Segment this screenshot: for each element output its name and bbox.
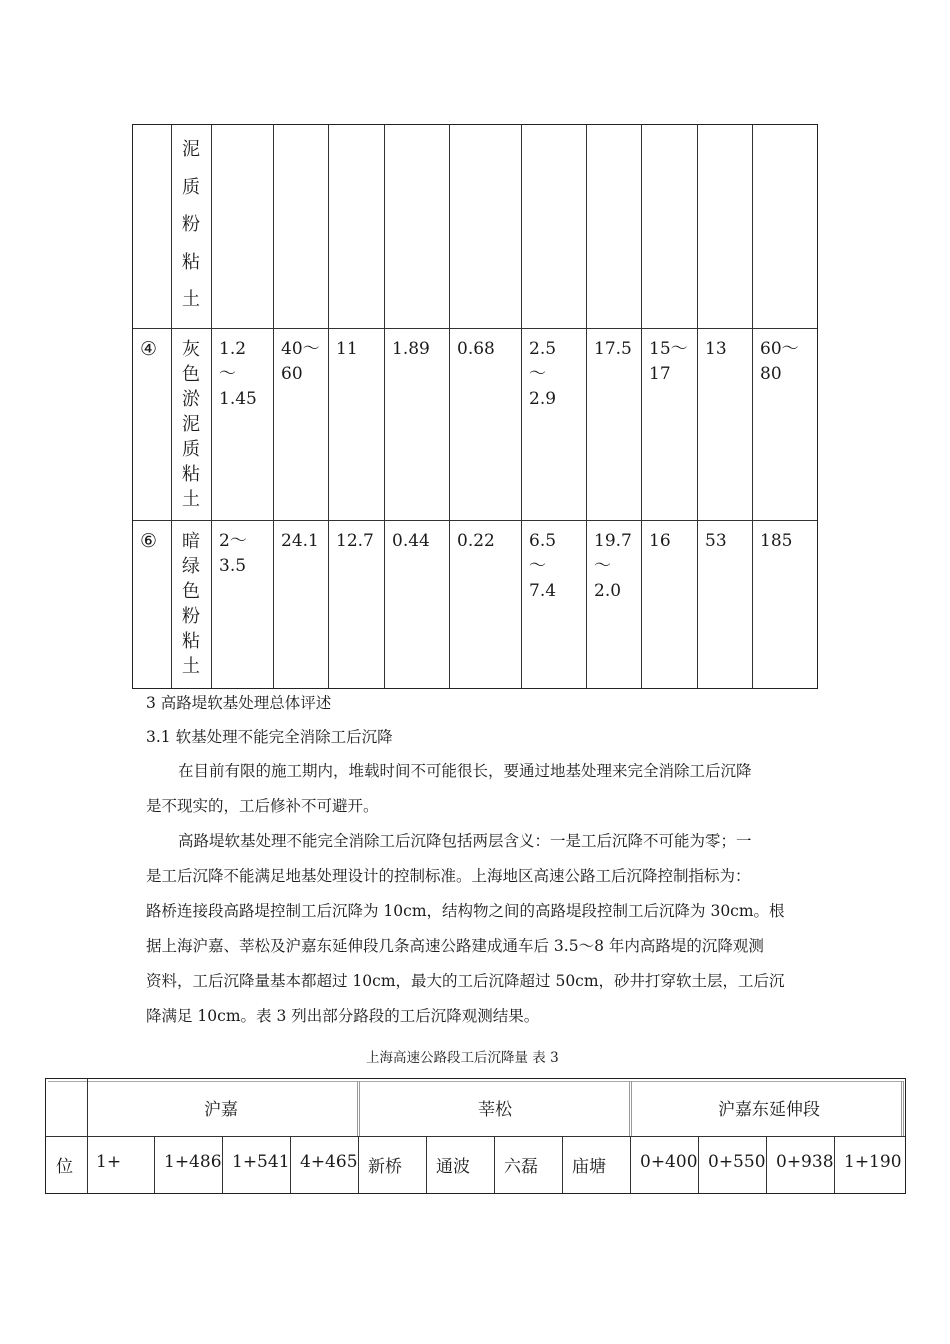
row-head: 位 xyxy=(56,1157,73,1177)
soil-row-4-no: ④ xyxy=(140,338,158,360)
soil-value-cell: 0.68 xyxy=(457,339,495,359)
soil-name-char: 质 xyxy=(182,439,200,460)
soil-name-char: 粉 xyxy=(182,606,200,627)
soil-value-cell: 19.7 ～ 2.0 xyxy=(594,531,632,601)
soil-row-4-name xyxy=(179,337,203,512)
soil-name-char: 泥 xyxy=(182,139,200,160)
soil-value-cell: 2.5 ～ 2.9 xyxy=(529,339,557,409)
soil-value-cell: 24.1 xyxy=(281,531,319,551)
soil-value-cell: 185 xyxy=(760,531,793,551)
paragraph-2-line-3: 路桥连接段高路堤控制工后沉降为 10cm，结构物之间的高路堤段控制工后沉降为 30cm。根 xyxy=(146,902,785,920)
settlement-cell: 0+938 xyxy=(776,1152,834,1172)
paragraph-2-line-2: 是工后沉降不能满足地基处理设计的控制标准。上海地区高速公路工后沉降控制指标为： xyxy=(146,867,751,885)
paragraph-2-line-4: 据上海沪嘉、莘松及沪嘉东延伸段几条高速公路建成通车后 3.5～8 年内高路堤的沉降观测 xyxy=(146,937,764,955)
soil-row-6-no: ⑥ xyxy=(140,530,158,552)
settlement-cell: 1+190 xyxy=(844,1152,902,1172)
settlement-cell: 0+550 xyxy=(708,1152,766,1172)
soil-value-cell: 12.7 xyxy=(336,531,374,551)
soil-properties-table xyxy=(132,124,818,689)
soil-value-cell: 1.2 ～ 1.45 xyxy=(219,339,257,409)
soil-name-char: 色 xyxy=(182,581,200,602)
soil-value-cell: 40～ 60 xyxy=(281,339,320,384)
settlement-table xyxy=(45,1078,906,1194)
soil-name-char: 灰 xyxy=(182,339,200,360)
soil-row-6-name xyxy=(179,529,203,679)
section-3-1-heading: 3.1 软基处理不能完全消除工后沉降 xyxy=(146,728,393,746)
soil-value-cell: 0.22 xyxy=(457,531,495,551)
section-3-heading: 3 高路堤软基处理总体评述 xyxy=(146,694,332,712)
soil-name-char: 土 xyxy=(182,489,200,510)
paragraph-2-line-5: 资料，工后沉降量基本都超过 10cm，最大的工后沉降超过 50cm，砂井打穿软土层，工后沉 xyxy=(146,972,785,990)
paragraph-1-line-2: 是不现实的，工后修补不可避开。 xyxy=(146,797,379,815)
soil-value-cell: 1.89 xyxy=(392,339,430,359)
settlement-cell: 通波 xyxy=(436,1157,470,1177)
soil-value-cell: 6.5 ～ 7.4 xyxy=(529,531,557,601)
soil-value-cell: 60～ 80 xyxy=(760,339,799,384)
soil-name-char: 泥 xyxy=(182,414,200,435)
group-hujia: 沪嘉 xyxy=(204,1100,238,1120)
soil-name-char: 粘 xyxy=(182,631,200,652)
group-xinsong: 莘松 xyxy=(478,1100,512,1120)
soil-value-cell: 15～ 17 xyxy=(649,339,688,384)
settlement-cell: 4+465 xyxy=(300,1152,358,1172)
settlement-cell: 1+486 xyxy=(164,1152,222,1172)
soil-value-cell: 17.5 xyxy=(594,339,632,359)
settlement-cell: 新桥 xyxy=(368,1157,402,1177)
soil-name-char: 粘 xyxy=(182,464,200,485)
table-3-caption: 上海高速公路段工后沉降量 表 3 xyxy=(366,1050,559,1066)
soil-value-cell: 0.44 xyxy=(392,531,430,551)
soil-value-cell: 13 xyxy=(705,339,727,359)
soil-name-char: 质 xyxy=(182,176,200,198)
settlement-cell: 1+ xyxy=(96,1152,122,1172)
soil-value-cell: 53 xyxy=(705,531,727,551)
settlement-cell: 庙塘 xyxy=(572,1157,606,1177)
soil-name-char: 暗 xyxy=(182,531,200,552)
group-hujia-east-extension: 沪嘉东延伸段 xyxy=(718,1100,820,1120)
paragraph-2-line-1: 高路堤软基处理不能完全消除工后沉降包括两层含义：一是工后沉降不可能为零；一 xyxy=(178,832,752,850)
settlement-cell: 1+541 xyxy=(232,1152,290,1172)
soil-name-char: 粉 xyxy=(182,214,200,235)
continued-soil-name xyxy=(179,131,203,319)
soil-name-char: 色 xyxy=(182,364,200,385)
settlement-cell: 0+400 xyxy=(640,1152,698,1172)
soil-value-cell: 16 xyxy=(649,531,671,551)
soil-value-cell: 2～ 3.5 xyxy=(219,531,247,576)
soil-value-cell: 11 xyxy=(336,339,358,359)
soil-name-char: 粘 xyxy=(182,251,200,273)
soil-name-char: 淤 xyxy=(182,389,200,410)
soil-name-char: 土 xyxy=(182,289,200,310)
soil-name-char: 土 xyxy=(182,656,200,677)
paragraph-2-line-6: 降满足 10cm。表 3 列出部分路段的工后沉降观测结果。 xyxy=(146,1007,540,1025)
settlement-cell: 六磊 xyxy=(504,1157,538,1177)
soil-name-char: 绿 xyxy=(182,556,200,577)
paragraph-1-line-1: 在目前有限的施工期内，堆载时间不可能很长，要通过地基处理来完全消除工后沉降 xyxy=(178,762,752,780)
